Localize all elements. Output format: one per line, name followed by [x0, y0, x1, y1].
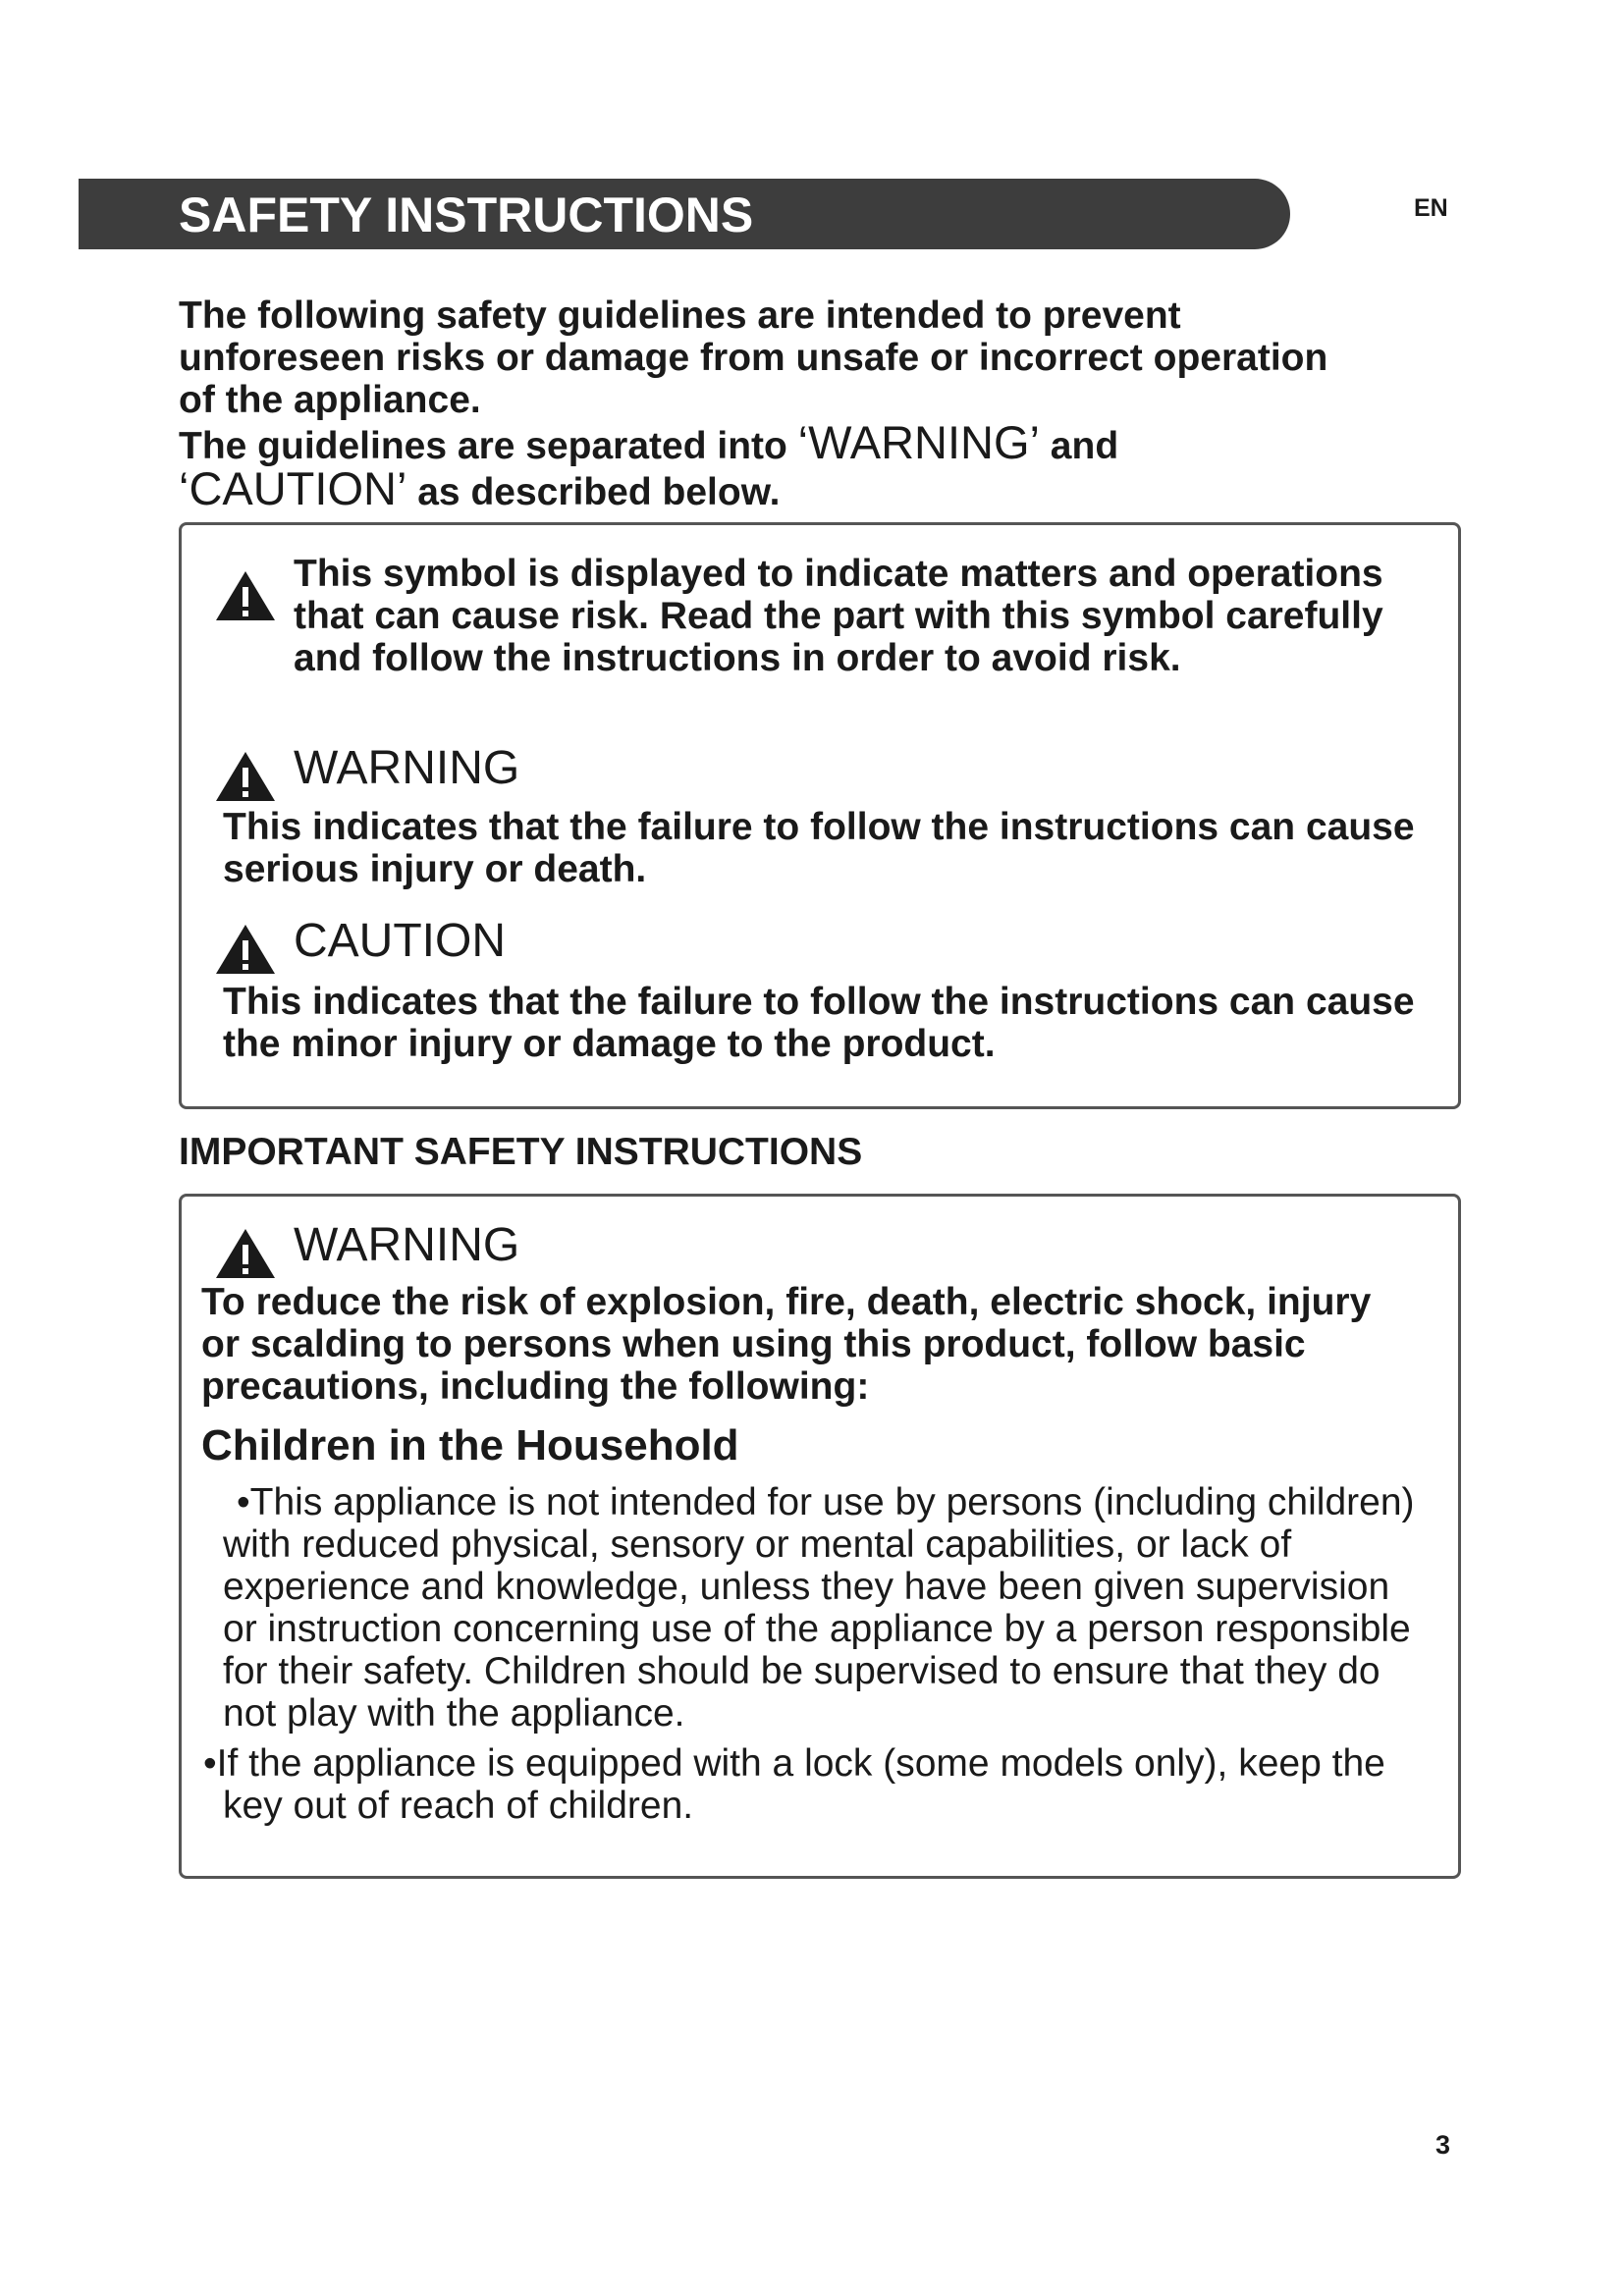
- section-title: IMPORTANT SAFETY INSTRUCTIONS: [179, 1131, 863, 1173]
- important-warning-box: [179, 1194, 1461, 1879]
- page-number: 3: [1435, 2130, 1451, 2160]
- warning-precautions: To reduce the risk of explosion, fire, death, electric shock, injury or scalding to persons when using this product, follow basic precautions, including the following:: [201, 1281, 1372, 1408]
- warning-triangle-icon: [213, 922, 278, 977]
- warning-triangle-icon: [213, 1226, 278, 1281]
- intro-line-1: The following safety guidelines are intended to prevent unforeseen risks or damage from unsafe or incorrect operation of the appliance.: [179, 294, 1328, 421]
- intro-line-2: [179, 416, 1337, 514]
- intro-text: [179, 294, 1337, 513]
- page-title: SAFETY INSTRUCTIONS: [179, 187, 754, 242]
- list-item: [223, 1481, 1421, 1735]
- language-code: EN: [1414, 194, 1448, 222]
- warning-label: WARNING: [294, 1219, 520, 1271]
- bullet-text: If the appliance is equipped with a lock (some models only), keep the key out of reach of children.: [216, 1742, 1385, 1827]
- warning-triangle-icon: [213, 749, 278, 804]
- caution-term: ‘CAUTION’: [179, 462, 407, 514]
- warning-triangle-icon: [213, 568, 278, 623]
- intro-line-2-suffix: as described below.: [406, 471, 781, 513]
- caution-label: CAUTION: [294, 915, 506, 967]
- bullet-dot: •: [237, 1481, 250, 1523]
- intro-line-2-prefix: The guidelines are separated into: [179, 425, 798, 467]
- caution-description: This indicates that the failure to follow the instructions can cause the minor injury or damage to the product.: [223, 981, 1415, 1065]
- symbol-legend-box: [179, 522, 1461, 1109]
- bullet-list: [203, 1481, 1421, 1827]
- warning-label: WARNING: [294, 742, 520, 794]
- warning-description: This indicates that the failure to follow the instructions can cause serious injury or death.: [223, 806, 1415, 890]
- symbol-explanation: This symbol is displayed to indicate matters and operations that can cause risk. Read the part with this symbol carefully and follow the instructions in order to avoid risk.: [294, 553, 1383, 679]
- list-item: [203, 1742, 1421, 1827]
- warning-term: ‘WARNING’: [797, 416, 1040, 468]
- subheading-children: Children in the Household: [201, 1421, 739, 1469]
- intro-and: and: [1039, 425, 1119, 467]
- bullet-text: This appliance is not intended for use by persons (including children) with reduced physical, sensory or mental capabilities, or lack of experience and knowledge, unless they have been given supervision or instruction concerning use of the appliance by a person responsible for their safety. Children should be supervised to ensure that they do not play with the appliance.: [223, 1481, 1415, 1735]
- bullet-dot: •: [203, 1742, 217, 1785]
